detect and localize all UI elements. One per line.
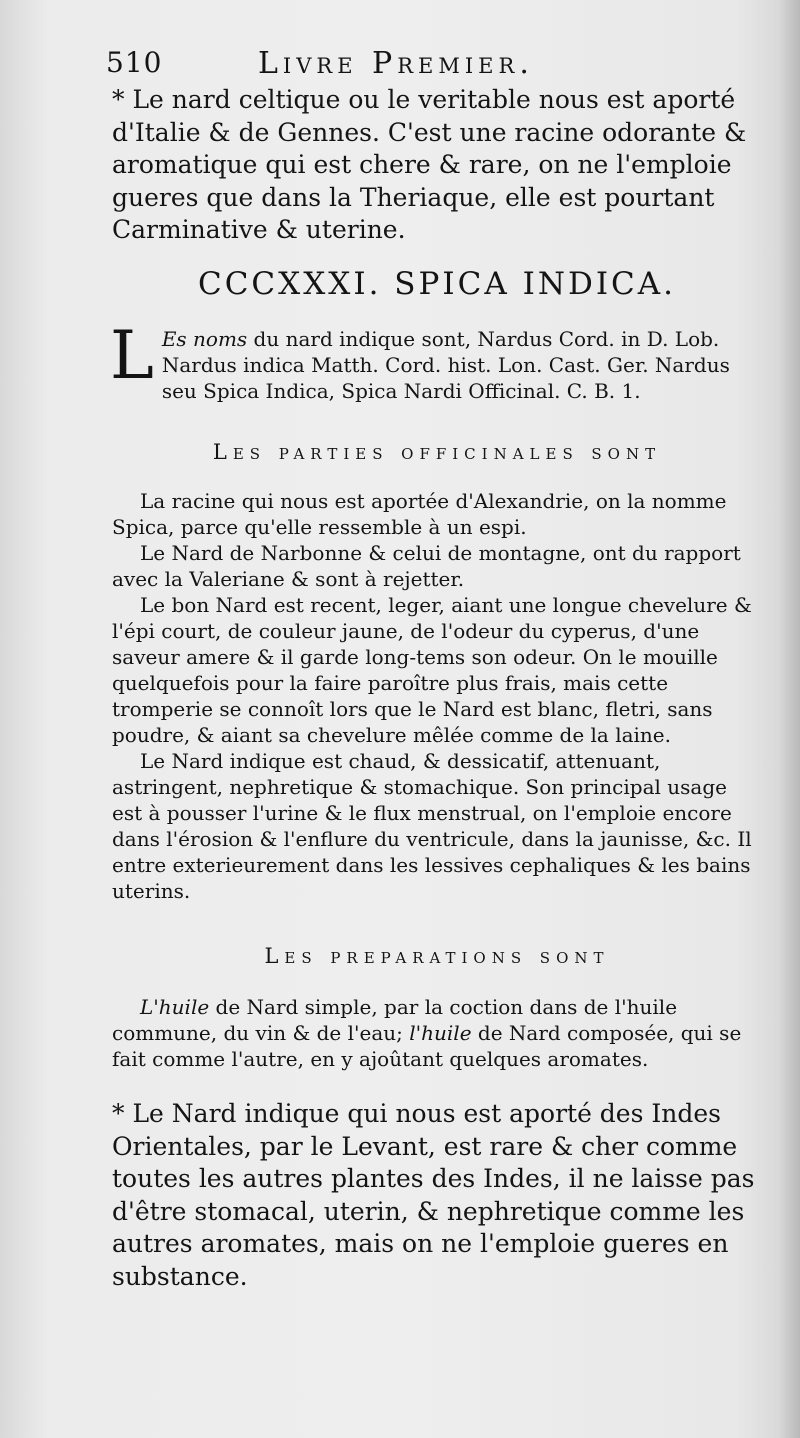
names-lead: Es noms	[161, 327, 248, 351]
preparations-paragraph	[112, 994, 762, 1072]
intro-paragraph	[112, 84, 762, 247]
closing-paragraph	[112, 1098, 762, 1293]
parties-body	[112, 488, 762, 904]
preparations-body	[112, 994, 762, 1072]
spine-shadow	[778, 0, 800, 1438]
parties-paragraph-2: Le Nard de Narbonne & celui de montagne, ont du rapport avec la Valeriane & sont à rejetter.	[112, 541, 741, 591]
prep-em-2: l'huile	[409, 1021, 472, 1045]
parties-paragraph-3: Le bon Nard est recent, leger, aiant une longue chevelure & l'épi court, de couleur jaune, de l'odeur du cyperus, d'une saveur amere & il garde long-tems son odeur. On le mouille quelquefois pour la faire paroître plus frais, mais cette tromperie se connoît lors que le Nard est blanc, fletri, sans poudre, & aiant sa chevelure mêlée comme de la laine.	[112, 593, 752, 747]
parties-paragraph-1: La racine qui nous est aportée d'Alexandrie, on la nomme Spica, parce qu'elle ressemble à un espi.	[112, 489, 727, 539]
page-header	[106, 46, 666, 86]
section-title: CCCXXXI. SPICA INDICA.	[197, 266, 677, 302]
prep-text-1: de Nard simple, par la coction dans de l'huile commune, du vin & de l'eau;	[112, 995, 678, 1045]
closing-text: * Le Nard indique qui nous est aporté des Indes Orientales, par le Levant, est rare & cher comme toutes les autres plantes des Indes, il ne laisse pas d'être stomacal, uterin, & nephretique comme les autres aromates, mais on ne l'emploie gueres en substance.	[112, 1099, 755, 1291]
names-text: du nard indique sont, Nardus Cord. in D. Lob. Nardus indica Matth. Cord. hist. Lon. Cast. Ger. Nardus seu Spica Indica, Spica Nardi Officinal. C. B. 1.	[161, 327, 730, 403]
parties-paragraph-4: Le Nard indique est chaud, & dessicatif, attenuant, astringent, nephretique & stomachique. Son principal usage est à pousser l'urine & le flux menstrual, on l'emploie encore dans l'érosion & l'enflure du ventricule, dans la jaunisse, &c. Il entre exterieurement dans les lessives cephaliques & les bains uterins.	[112, 749, 752, 903]
parties-heading: Les parties officinales sont	[212, 440, 662, 464]
running-title: Livre Premier.	[258, 46, 534, 81]
prep-text-2: de Nard composée, qui se fait comme l'autre, en y ajoûtant quelques aromates.	[112, 1021, 742, 1071]
names-paragraph	[110, 317, 762, 404]
preparations-heading: Les preparations sont	[264, 944, 610, 968]
intro-text: * Le nard celtique ou le veritable nous est aporté d'Italie & de Gennes. C'est une racine odorante & aromatique qui est chere & rare, on ne l'emploie gueres que dans la Theriaque, elle est pourtant Carminative & uterine.	[112, 85, 747, 244]
drop-cap: L	[110, 317, 154, 394]
prep-em-1: L'huile	[140, 995, 210, 1019]
page-number: 510	[106, 46, 163, 79]
